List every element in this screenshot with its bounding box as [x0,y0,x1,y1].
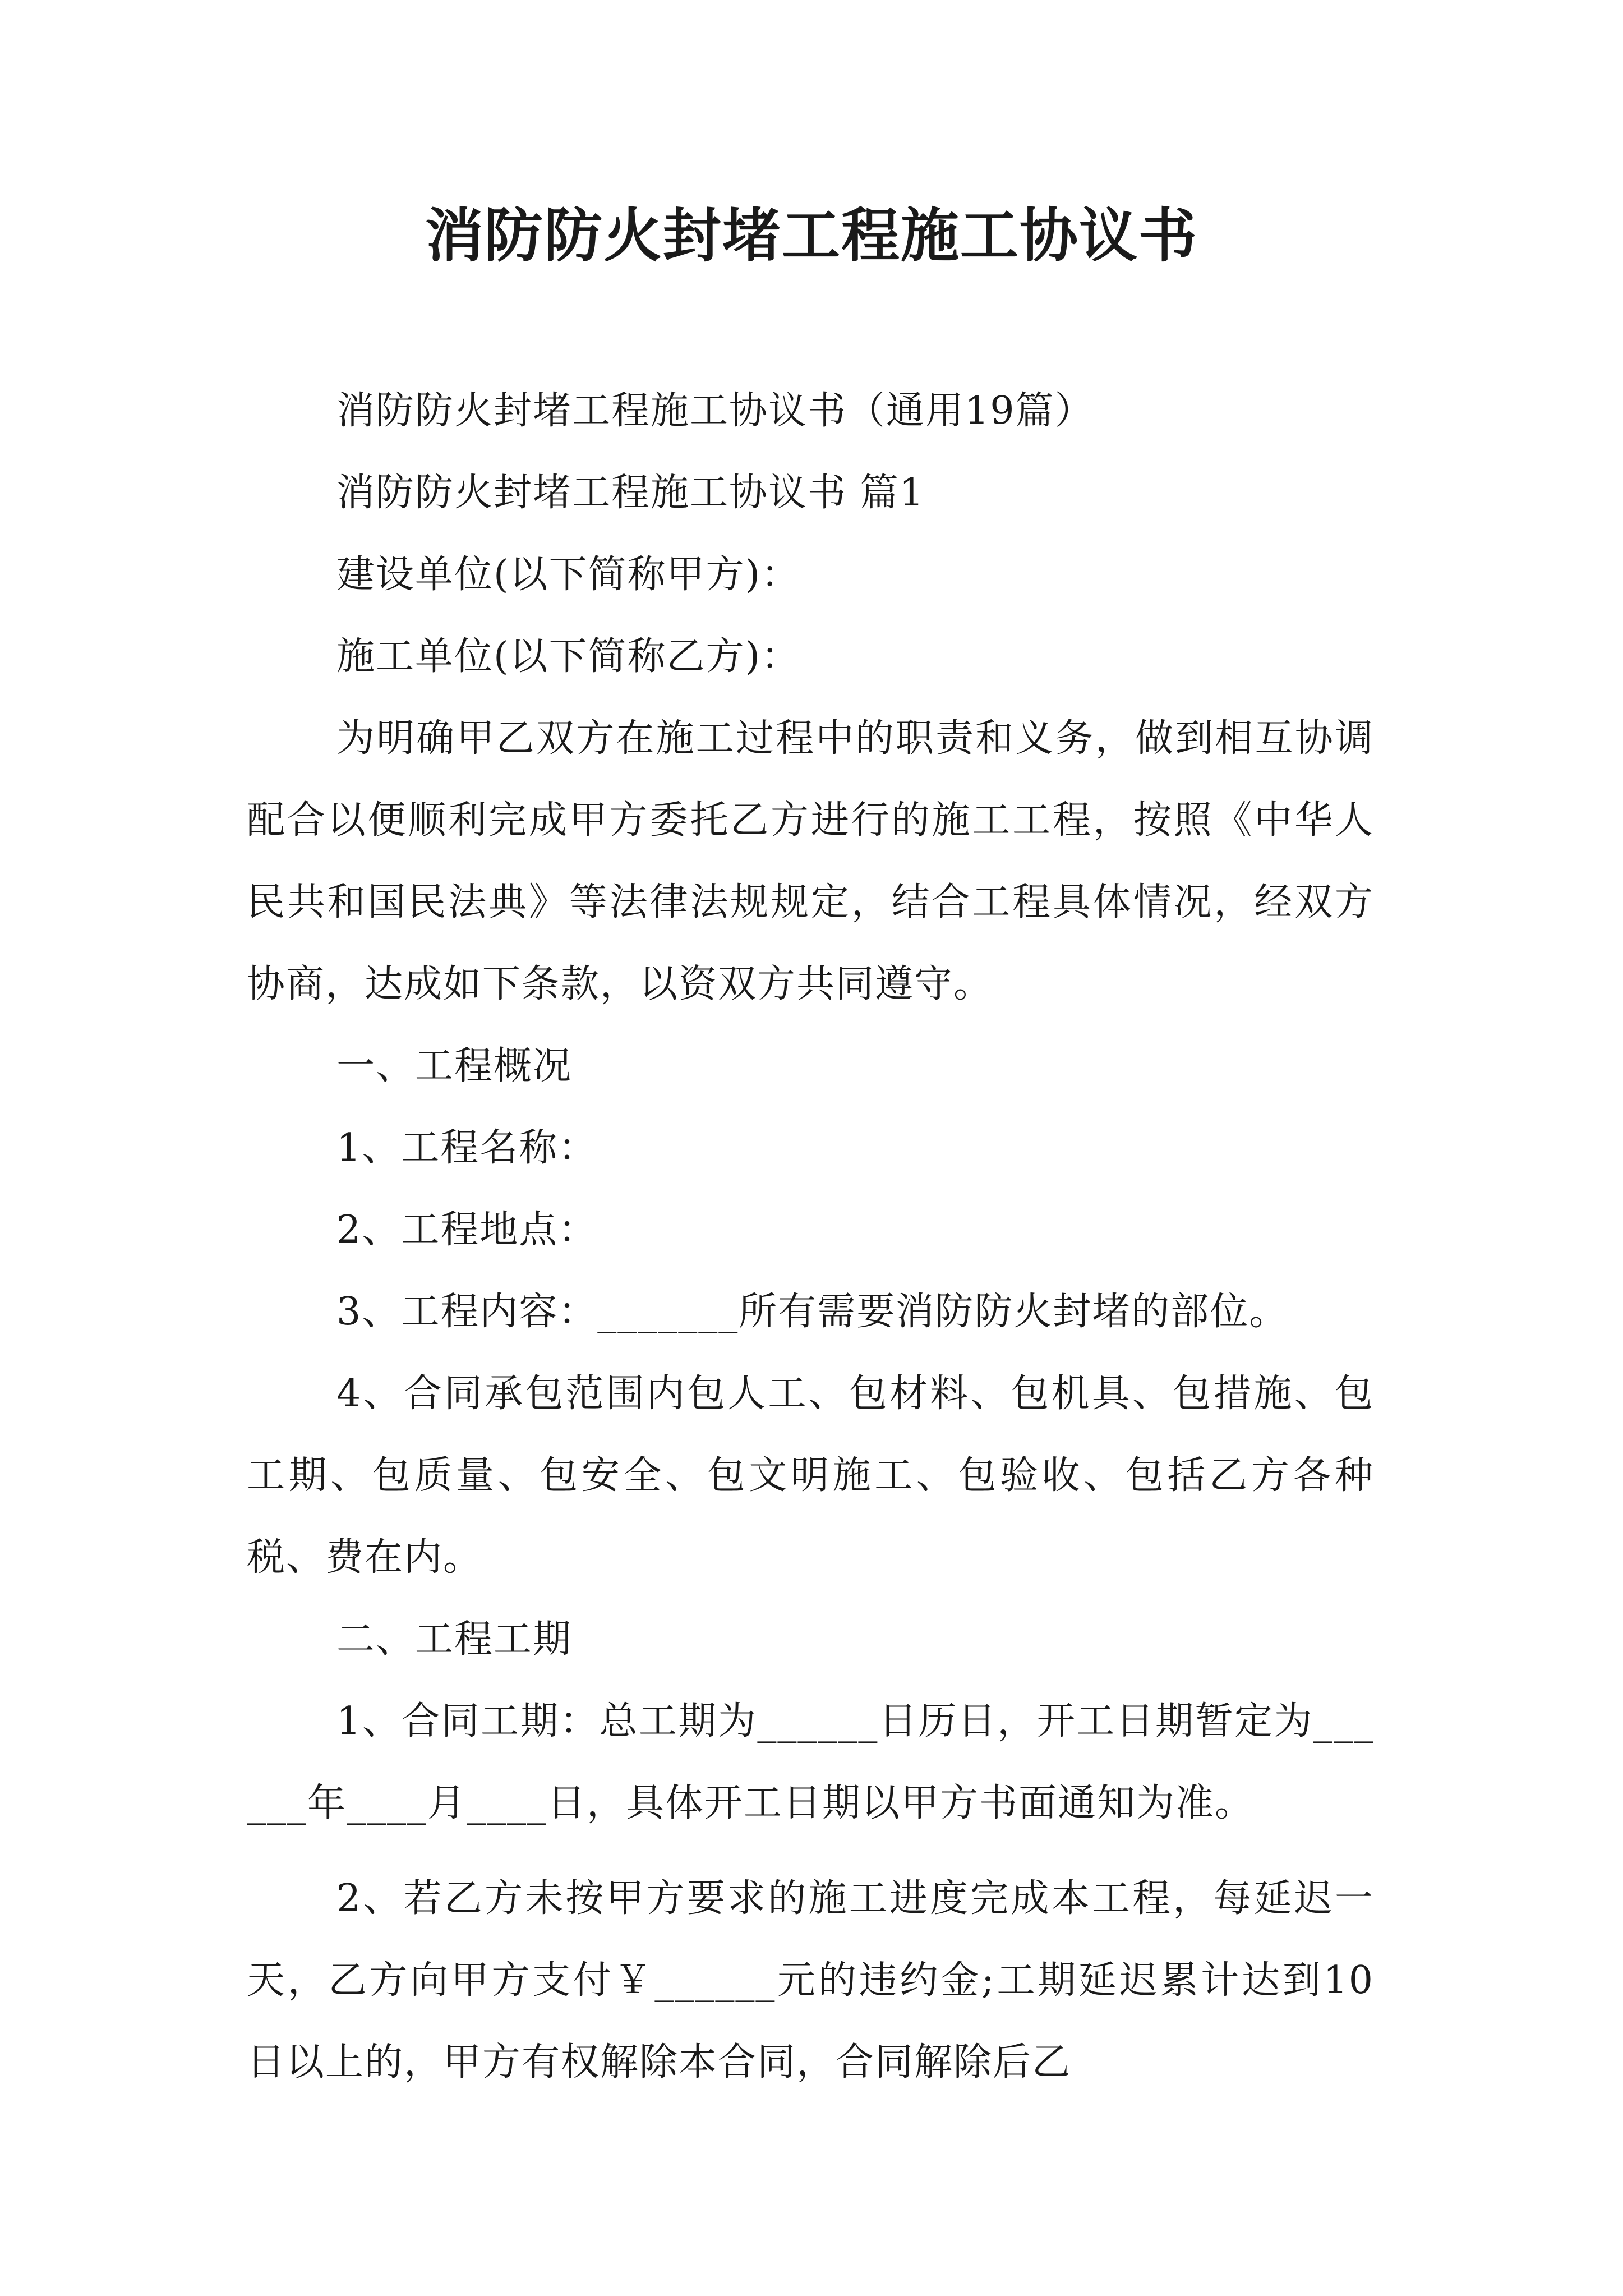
subtitle-general: 消防防火封堵工程施工协议书（通用19篇） [336,389,1094,433]
section-heading-part1: 消防防火封堵工程施工协议书 篇1 [336,471,925,515]
preamble-paragraph: 为明确甲乙双方在施工过程中的职责和义务，做到相互协调配合以便顺利完成甲方委托乙方进行的施工工程，按照《中华人民共和国民法典》等法律法规规定，结合工程具体情况，经双方协商，达成如下条款，以资双方共同遵守。 [247,716,1374,1006]
clause-contract-period: 1、合同工期：总工期为______日历日，开工日期暂定为______年____月____日，具体开工日期以甲方书面通知为准。 [247,1699,1374,1825]
section-heading-schedule: 二、工程工期 [336,1617,573,1662]
section-heading-overview: 一、工程概况 [336,1044,573,1088]
clause-project-content: 3、工程内容：_______所有需要消防防火封堵的部位。 [336,1290,1289,1334]
clause-contract-scope: 4、合同承包范围内包人工、包材料、包机具、包措施、包工期、包质量、包安全、包文明施工、包验收、包括乙方各种税、费在内。 [247,1372,1374,1580]
clause-project-location: 2、工程地点： [336,1208,598,1252]
document-body [247,370,1374,2104]
clause-project-name: 1、工程名称： [336,1126,598,1170]
document-title: 消防防火封堵工程施工协议书 [425,201,1198,270]
party-a-line: 建设单位(以下简称甲方)： [336,553,801,597]
party-b-line: 施工单位(以下简称乙方)： [336,634,801,679]
clause-delay-penalty: 2、若乙方未按甲方要求的施工进度完成本工程，每延迟一天，乙方向甲方支付￥______元的违约金;工期延迟累计达到10日以上的，甲方有权解除本合同，合同解除后乙 [247,1876,1374,2085]
